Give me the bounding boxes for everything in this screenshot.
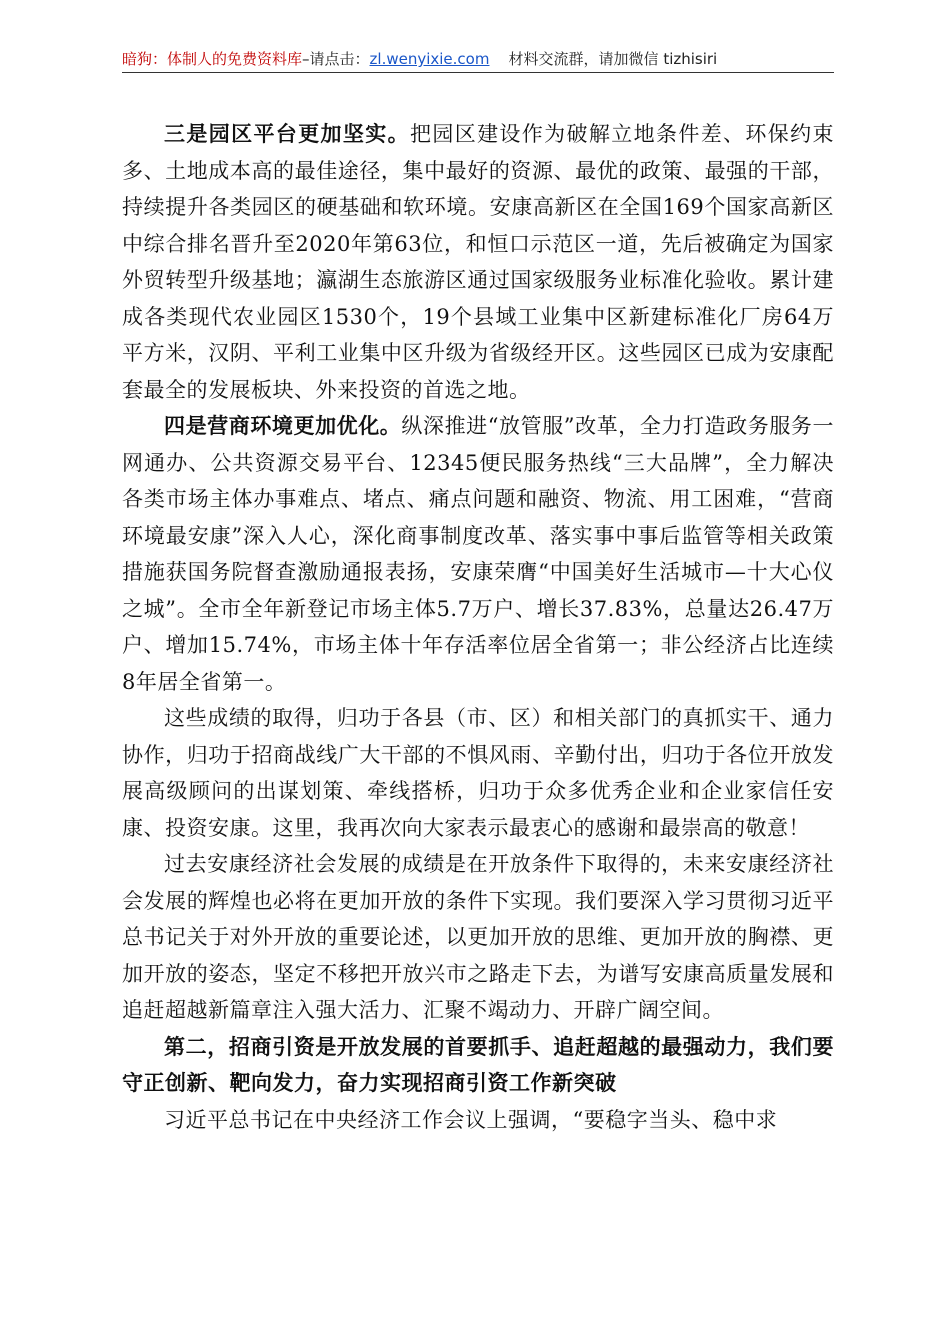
header-divider <box>122 72 834 73</box>
paragraph-business-environment <box>122 408 834 700</box>
paragraph-lead: 三是园区平台更加坚实。 <box>164 121 410 146</box>
paragraph-text: 过去安康经济社会发展的成绩是在开放条件下取得的，未来安康经济社会发展的辉煌也必将在更加开放的条件下实现。我们要深入学习贯彻习近平总书记关于对外开放的重要论述，以更加开放的思维、更加开放的胸襟、更加开放的姿态，坚定不移把开放兴市之路走下去，为谱写安康高质量发展和追赶超越新篇章注入强大活力、汇聚不竭动力、开辟广阔空间。 <box>122 852 834 1022</box>
header-group-note: 材料交流群，请加微信 tizhisiri <box>508 50 718 68</box>
section-heading: 第二，招商引资是开放发展的首要抓手、追赶超越的最强动力，我们要守正创新、靶向发力，奋力实现招商引资工作新突破 <box>122 1033 834 1095</box>
page-header <box>122 46 832 72</box>
header-brand: 暗狗：体制人的免费资料库 <box>122 50 303 68</box>
header-link[interactable]: zl.wenyixie.com <box>369 50 490 68</box>
paragraph-opening-up <box>122 846 834 1029</box>
paragraph-acknowledgement <box>122 700 834 846</box>
paragraph-text: 这些成绩的取得，归功于各县（市、区）和相关部门的真抓实干、通力协作，归功于招商战线广大干部的不惧风雨、辛勤付出，归功于各位开放发展高级顾问的出谋划策、牵线搭桥，归功于众多优秀企业和企业家信任安康、投资安康。这里，我再次向大家表示最衷心的感谢和最崇高的敬意！ <box>122 706 834 840</box>
document-body <box>122 116 834 1138</box>
paragraph-text: 把园区建设作为破解立地条件差、环保约束多、土地成本高的最佳途径，集中最好的资源、最优的政策、最强的干部，持续提升各类园区的硬基础和软环境。安康高新区在全国169个国家高新区中综合排名晋升至2020年第63位，和恒口示范区一道，先后被确定为国家外贸转型升级基地；瀛湖生态旅游区通过国家级服务业标准化验收。累计建成各类现代农业园区1530个，19个县域工业集中区新建标准化厂房64万平方米，汉阴、平利工业集中区升级为省级经开区。这些园区已成为安康配套最全的发展板块、外来投资的首选之地。 <box>122 122 834 402</box>
paragraph-text: 纵深推进“放管服”改革，全力打造政务服务一网通办、公共资源交易平台、12345便民服务热线“三大品牌”，全力解决各类市场主体办事难点、堵点、痛点问题和融资、物流、用工困难，“营商环境最安康”深入人心，深化商事制度改革、落实事中事后监管等相关政策措施获国务院督查激励通报表扬，安康荣膺“中国美好生活城市—十大心仪之城”。全市全年新登记市场主体5.7万户、增长37.83%，总量达26.47万户、增加15.74%，市场主体十年存活率位居全省第一；非公经济占比连续8年居全省第一。 <box>122 414 834 694</box>
paragraph-lead: 四是营商环境更加优化。 <box>164 413 402 438</box>
header-click-prompt: –请点击： <box>302 50 370 68</box>
paragraph-last: 习近平总书记在中央经济工作会议上强调，“要稳字当头、稳中求 <box>164 1107 778 1132</box>
paragraph-park-platform <box>122 116 834 408</box>
